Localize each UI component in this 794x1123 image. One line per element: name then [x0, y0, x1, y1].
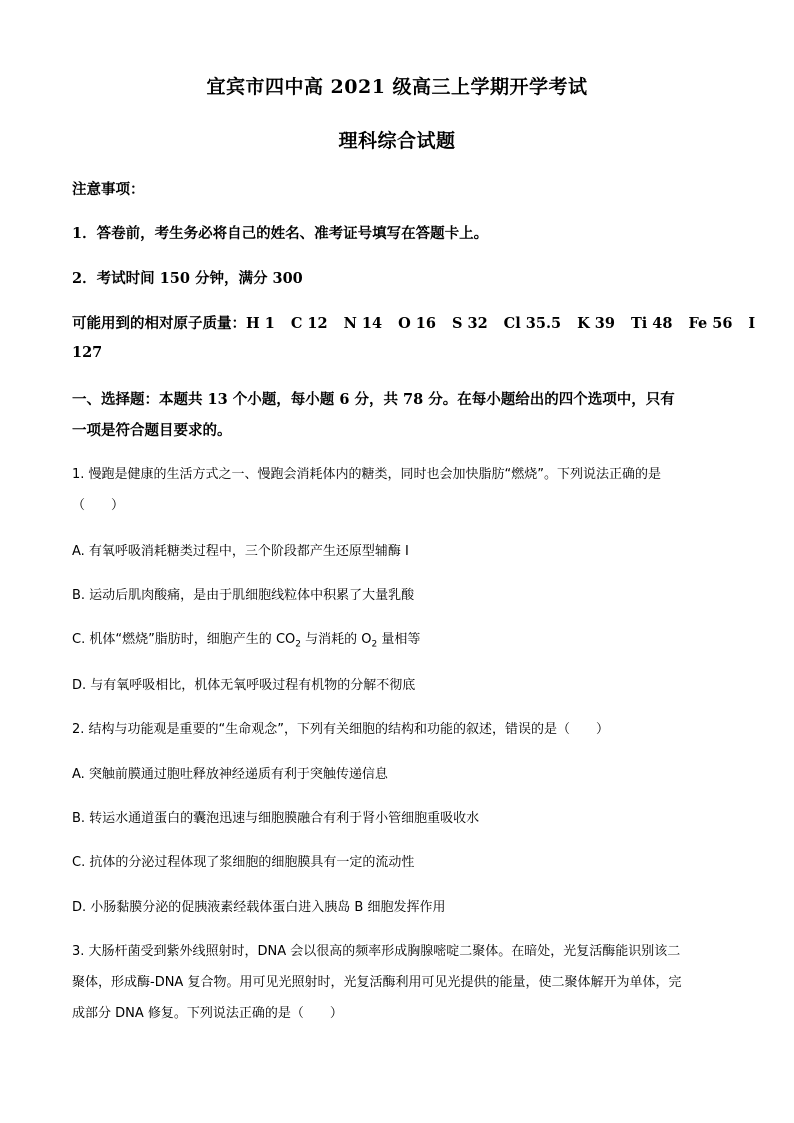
question-3-stem: 3. 大肠杆菌受到紫外线照射时，DNA 会以很高的频率形成胸腺嘧啶二聚体。在暗处，光复活酶能识别该二: [72, 944, 681, 959]
exam-subtitle: 理科综合试题: [338, 130, 456, 152]
subscript: 2: [371, 639, 378, 650]
question-2-option-d: D. 小肠黏膜分泌的促胰液素经载体蛋白进入胰岛 B 细胞发挥作用: [72, 900, 446, 915]
atomic-mass-item: O 16: [398, 315, 436, 332]
question-2-option-a: A. 突触前膜通过胞吐释放神经递质有利于突触传递信息: [72, 767, 388, 782]
notice-item: 1．答卷前，考生务必将自己的姓名、准考证号填写在答题卡上。: [72, 225, 489, 242]
exam-title: 宜宾市四中高 2021 级高三上学期开学考试: [206, 76, 588, 98]
question-2-stem: 2. 结构与功能观是重要的“生命观念”，下列有关细胞的结构和功能的叙述，错误的是（ ）: [72, 722, 610, 737]
atomic-mass-label: 可能用到的相对原子质量：: [72, 315, 246, 332]
option-c-mid: 与消耗的 O: [301, 632, 372, 647]
question-3-stem-cont: 聚体，形成酶-DNA 复合物。用可见光照射时，光复活酶利用可见光提供的能量，使二聚体解开为单体，完: [72, 975, 682, 990]
option-c-pre: C. 机体“燃烧”脂肪时，细胞产生的 CO: [72, 632, 296, 647]
atomic-mass-item: I: [748, 315, 756, 332]
subscript: 2: [295, 639, 301, 650]
atomic-mass-line: [72, 312, 771, 333]
atomic-mass-continuation: 127: [72, 344, 103, 361]
question-1-option-b: B. 运动后肌肉酸痛，是由于肌细胞线粒体中积累了大量乳酸: [72, 588, 415, 603]
question-2-option-c: C. 抗体的分泌过程体现了浆细胞的细胞膜具有一定的流动性: [72, 855, 415, 870]
atomic-mass-item: H 1: [246, 315, 275, 332]
question-3-stem-cont: 成部分 DNA 修复。下列说法正确的是（ ）: [72, 1006, 343, 1021]
question-2-option-b: B. 转运水通道蛋白的囊泡迅速与细胞膜融合有利于肾小管细胞重吸收水: [72, 811, 480, 826]
notice-item: 2．考试时间 150 分钟，满分 300: [72, 270, 303, 287]
section-heading-cont: 一项是符合题目要求的。: [72, 422, 232, 439]
question-1-stem: 1. 慢跑是健康的生活方式之一、慢跑会消耗体内的糖类，同时也会加快脂肪“燃烧”。下列说法正确的是: [72, 467, 662, 482]
question-1-option-c: [72, 628, 420, 650]
question-1-stem-cont: （ ）: [72, 498, 125, 513]
atomic-mass-item: Fe 56: [688, 315, 733, 332]
atomic-mass-item: Ti 48: [630, 315, 673, 332]
atomic-mass-item: C 12: [290, 315, 328, 332]
section-heading: 一、选择题：本题共 13 个小题，每小题 6 分，共 78 分。在每小题给出的四个选项中，只有: [72, 391, 675, 408]
atomic-mass-item: N 14: [343, 315, 383, 332]
atomic-mass-item: K 39: [577, 315, 615, 332]
question-1-option-a: A. 有氧呼吸消耗糖类过程中，三个阶段都产生还原型辅酶 I: [72, 544, 409, 559]
atomic-mass-item: S 32: [451, 315, 488, 332]
question-1-option-d: D. 与有氧呼吸相比，机体无氧呼吸过程有机物的分解不彻底: [72, 678, 416, 693]
atomic-mass-item: Cl 35.5: [503, 315, 562, 332]
option-c-post: 量相等: [377, 632, 421, 647]
notice-heading: 注意事项：: [72, 181, 145, 198]
